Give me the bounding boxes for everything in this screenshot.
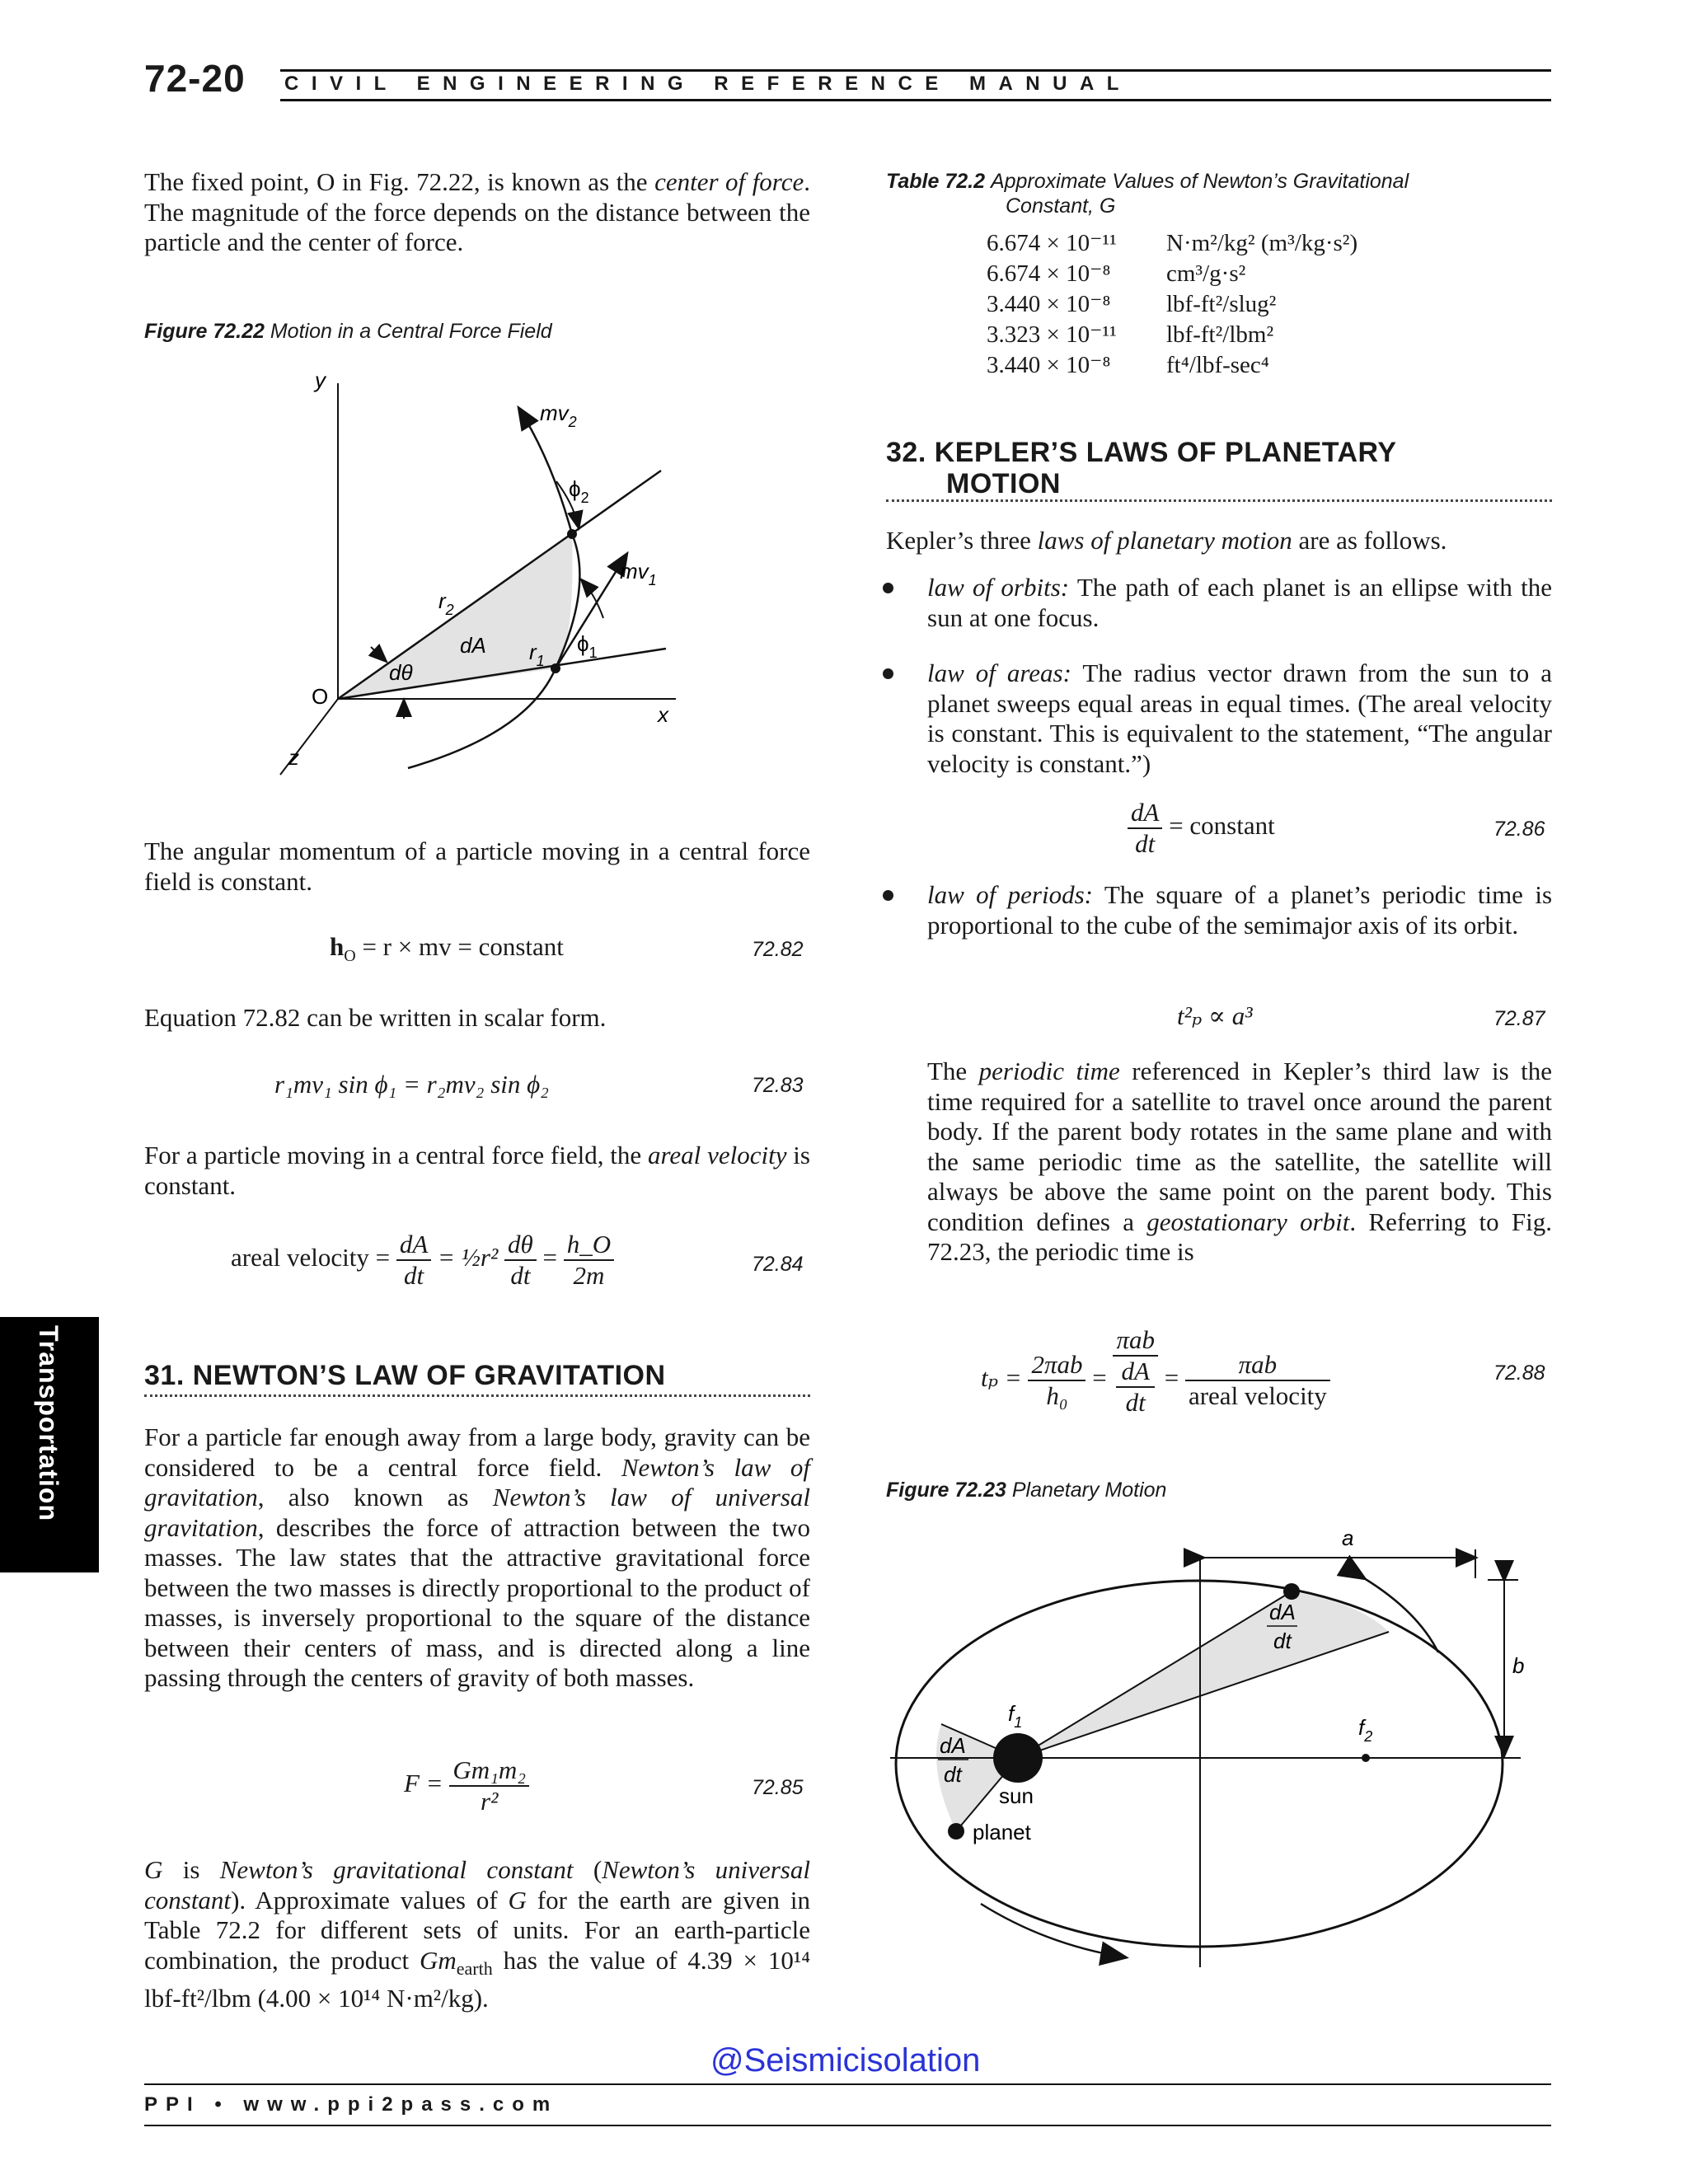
table-caption: Table 72.2 Approximate Values of Newton’s Gravitational Constant, G [886,170,1409,218]
svg-text:r2: $r_2$ [438,588,454,618]
watermark: @Seismicisolation [710,2042,981,2079]
planet-far [1283,1583,1300,1600]
manual-title: CIVIL ENGINEERING REFERENCE MANUAL [284,73,1132,95]
motion-arrow-bottom [981,1904,1125,1957]
label-dtheta: dθ [389,660,413,685]
side-tab [0,1317,99,1572]
table-row: 3.323 × 10⁻¹¹ lbf-ft²/lbm² [987,321,1274,348]
periodic-time-paragraph: The periodic time referenced in Kepler’s third law is the time required for a satellite to travel once around the parent body. If the parent body rotates in the same plane and with the same periodic time as the satellite, the satellite will always be above the same point on the parent body. This condition defines a geostationary orbit. Referring to Fig. 72.23, the periodic time is [927,1057,1553,1266]
label-dt-far: dt [1273,1629,1292,1653]
label-dt-near: dt [944,1762,962,1787]
svg-text:mv2: $mv_2$ [540,401,577,430]
kepler-intro-paragraph: Kepler’s three laws of planetary motion are as follows. [886,526,1447,555]
footer-rule-top [144,2083,1551,2085]
label-f1: f [1008,1701,1015,1726]
label-phi1: ϕ [577,631,589,656]
label-da-far: dA [1269,1600,1296,1624]
gravitational-constant-table [987,228,1357,381]
footer-rule-bottom [144,2125,1551,2126]
planetary-motion-figure [890,1529,1541,1990]
equation-number-72-86: 72.86 [1493,818,1545,841]
footer-text: PPI • www.ppi2pass.com [144,2093,559,2116]
central-force-figure [264,363,725,791]
equation-72-87: t²ₚ ∝ a³ [1177,1001,1253,1030]
svg-text:ϕ1: $\phi_1$ [577,631,598,661]
law-of-areas: law of areas: The radius vector drawn from the sun to a planet sweeps equal areas in equal times. (The areal velocity is constant. This is equivalent to the statement, “The angular velocity is constant.”) [927,658,1552,778]
label-phi2: ϕ [569,476,581,501]
label-a: a [1342,1529,1354,1550]
equation-number-72-83: 72.83 [752,1074,804,1097]
label-mv2: mv [540,401,569,425]
gravitation-paragraph: For a particle far enough away from a large body, gravity can be considered to be a central force field. Newton’s law of gravitation, also known as Newton’s law of universal gravitation, describes the force of attraction between the two masses. The law states that the attractive gravitational force between the two masses is directly proportional to the product of masses, is inversely proportional to the square of the distance between their centers of mass, and is directed along a line passing through the centers of gravity of both masses. [144,1422,810,1692]
label-sun: sun [999,1783,1034,1808]
figure-label: Figure 72.22 [144,320,265,343]
page-number: 72-20 [144,57,246,100]
gravitational-constant-paragraph: G is Newton’s gravitational constant (Newton’s universal constant). Approximate values of G for the earth are given in Table 72.2 for different sets of units. For an earth-particle combination, the product $Gm_{earth}$ has the value of 4.39 × 10¹⁴ lbf-ft²/lbm (4.00 × 10¹⁴ N·m²/kg). [144,1855,810,2013]
law-of-periods: law of periods: The square of a planet’s periodic time is proportional to the cube of the semimajor axis of its orbit. [927,880,1553,940]
section-31-rule [144,1394,810,1397]
phi1-arc [582,580,603,618]
swept-area-far [1018,1591,1389,1758]
intro-paragraph: The fixed point, O in Fig. 72.22, is known as the center of force. The magnitude of the force depends on the distance between the particle and the center of force. [144,167,810,256]
label-b: b [1512,1653,1525,1678]
equation-72-86: $\frac{dA}{dt}$ = constant [1128,798,1275,859]
equation-72-85: F = $\frac{\text{Gm₁m₂}}{\text{r²}}$ [404,1755,529,1816]
equation-72-88: tₚ = $\frac{\text{2πab}}{\text{h₀}}$ = πab dA dt = $\frac{\text{πab}}{\text{areal velocity}}$ [981,1325,1330,1418]
svg-text:mv1: $mv_1$ [620,559,657,588]
equation-number-72-87: 72.87 [1493,1007,1545,1030]
label-z: z [288,745,299,770]
bullet [883,890,893,901]
label-f2: f [1358,1715,1365,1740]
equation-number-72-82: 72.82 [752,938,804,961]
header-rule-bottom [280,99,1551,101]
label-da: dA [460,633,486,658]
figure-caption: Figure 72.23 Planetary Motion [886,1479,1167,1502]
label-planet: planet [973,1820,1031,1844]
equation-number-72-84: 72.84 [752,1253,804,1276]
svg-text:r1: $r_1$ [529,640,545,669]
section-31-title: 31. NEWTON’S LAW OF GRAVITATION [144,1360,666,1391]
svg-text:f1: $f_1$ [1008,1701,1023,1731]
label-y: y [315,368,326,392]
svg-text:f2: $f_2$ [1358,1715,1373,1745]
side-tab-label: Transportation [34,1325,63,1522]
figure-label: Figure 72.23 [886,1479,1006,1502]
table-label: Table 72.2 [886,170,985,193]
planet-near [948,1823,964,1840]
label-x: x [658,702,668,727]
bullet [883,668,893,679]
section-32-title: 32. KEPLER’S LAWS OF PLANETARY MOTION [886,437,1397,499]
equation-72-82: $h_O = r$ × mv = constant [330,932,564,966]
label-r1: r [529,640,537,664]
table-row: 6.674 × 10⁻⁸ cm³/g·s² [987,260,1246,287]
table-row: 3.440 × 10⁻⁸ ft⁴/lbf-sec⁴ [987,352,1269,378]
table-row: 6.674 × 10⁻¹¹ N·m²/kg² (m³/kg·s²) [987,230,1358,256]
svg-text:ϕ2: $\phi_2$ [569,476,589,506]
bullet [883,583,893,593]
focus-2 [1362,1754,1370,1762]
law-of-orbits: law of orbits: The path of each planet is an ellipse with the sun at one focus. [927,573,1552,632]
equation-number-72-85: 72.85 [752,1776,804,1799]
header-rule-top [280,69,1551,72]
point-1 [551,663,560,673]
table-row: 3.440 × 10⁻⁸ lbf-ft²/slug² [987,291,1277,317]
point-2 [567,529,577,539]
equation-72-83: r₁mv₁ sin ϕ₁ = r₂mv₂ sin ϕ₂ [274,1070,549,1099]
section-32-rule [886,499,1552,502]
dtheta-arrow-top [371,647,386,661]
areal-velocity-paragraph: For a particle moving in a central force field, the areal velocity is constant. [144,1141,810,1200]
scalar-form-paragraph: Equation 72.82 can be written in scalar form. [144,1003,607,1032]
sun [993,1733,1043,1783]
label-o: O [312,684,329,709]
angular-momentum-paragraph: The angular momentum of a particle moving in a central force field is constant. [144,837,810,896]
equation-72-84: areal velocity = $\frac{dA}{dt}$ = ½r² $\frac{d\theta}{dt}$ = $\frac{h\_O}{2m}$ [231,1230,614,1291]
equation-number-72-88: 72.88 [1493,1361,1545,1385]
label-mv1: mv [620,559,649,583]
figure-caption: Figure 72.22 Motion in a Central Force Field [144,320,552,343]
label-da-near: dA [940,1733,966,1758]
label-r2: r [438,588,446,613]
